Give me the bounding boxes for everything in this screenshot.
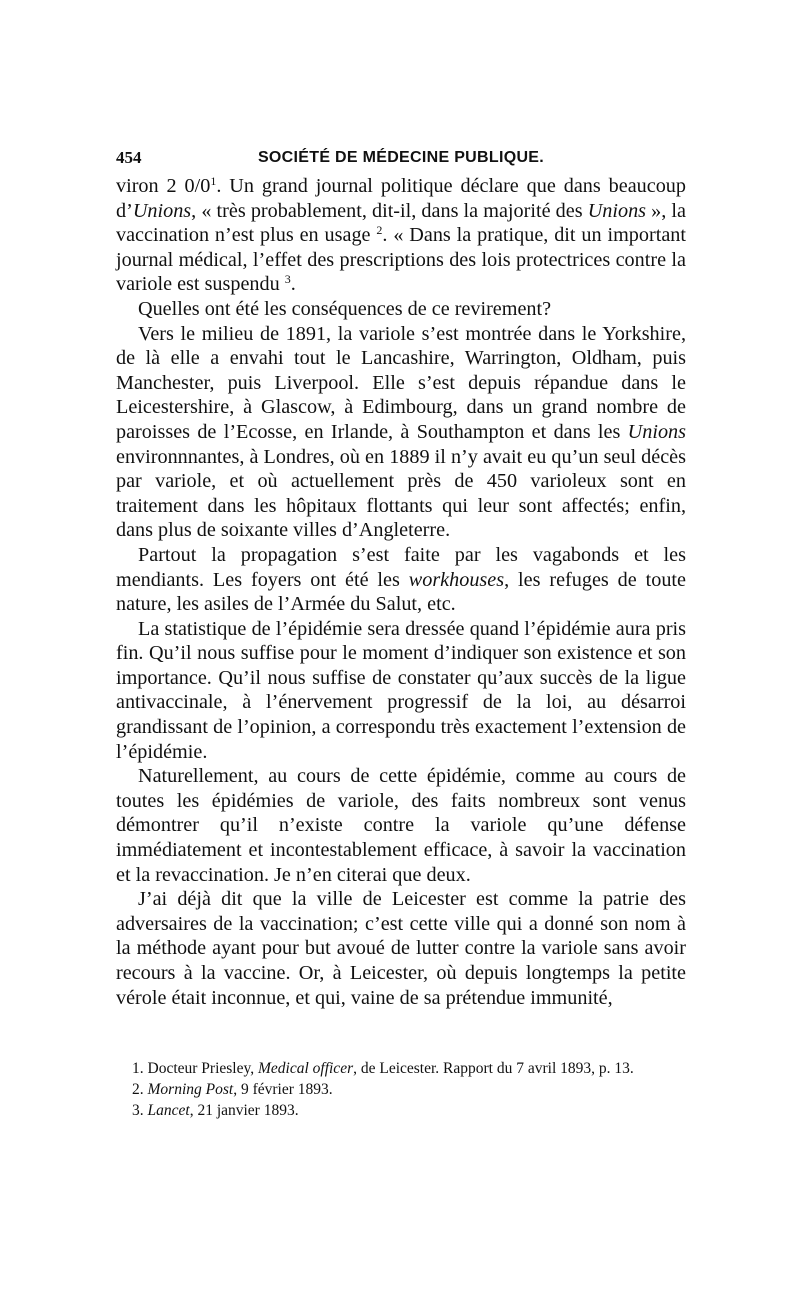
italic-text: Medical officer [257,1060,354,1077]
text-run: Naturellement, au cours de cette épidémie, comme au cours de toutes les épidémies de variole, des faits nombreux sont venus démontrer qu’il n’existe contre la variole qu’une défense immédiatement et incontestablement efficace, à savoir la vaccination et la revaccination. Je n’en citerai que deux. [116,765,686,886]
italic-text: workhouses [408,568,505,591]
text-run: , de Leicester. Rapport du 7 avril 1893, p. 13. [353,1060,634,1077]
text-run: Partout la propagation s’est faite par les vagabonds et les mendiants. Les foyers ont été les [116,543,686,591]
italic-text: Unions [587,199,647,222]
text-run: environnnantes, à Londres, où en 1889 il n’y avait eu qu’un seul décès par variole, et où actuellement près de 450 varioleux sont en traitement dans les hôpitaux flottants qui leur sont affectés; enfin, dans plus de soixante villes d’Angleterre. [116,445,686,542]
paragraph [116,543,686,617]
footnote-ref: 3 [284,272,291,287]
text-run: viron 2 0/0 [116,175,211,197]
text-run: , « très probablement, dit-il, dans la majorité des [191,199,588,222]
footnote [116,1100,686,1121]
paragraph [116,764,686,887]
text-run: La statistique de l’épidémie sera dressée quand l’épidémie aura pris fin. Qu’il nous suffise pour le moment d’indiquer son existence et son importance. Qu’il nous suffise de constater qu’aux succès de la ligue antivaccinale, à l’énervement progressif de la loi, au désarroi grandissant de l’opinion, a correspondu très exactement l’extension de l’épidémie. [116,617,686,763]
footnote-ref: 1 [210,174,217,188]
text-run: 1. Docteur Priesley, [132,1060,258,1077]
paragraph [116,887,686,1010]
italic-text: Unions [627,420,686,443]
text-run: Vers le milieu de 1891, la variole s’est montrée dans le Yorkshire, de là elle a envahi tout le Lancashire, Warrington, Oldham, puis Manchester, puis Liverpool. Elle s’est depuis répandue dans le Leicestershire, à Glascow, à Edimbourg, dans un grand nombre de paroisses de l’Ecosse, en Irlande, à Southampton et dans les [116,322,686,443]
text-run: J’ai déjà dit que la ville de Leicester est comme la patrie des adversaires de la vaccination; c’est cette ville qui a donné son nom à la méthode ayant pour but avoué de lutter contre la variole sans avoir recours à la vaccine. Or, à Leicester, où depuis longtemps la petite vérole était inconnue, et qui, vaine de sa prétendue immunité, [116,888,686,1009]
text-run: , 21 janvier 1893. [189,1102,299,1119]
text-run: », la vaccination n’est plus en usage [116,199,686,247]
text-run: . Un grand journal politique déclare que dans beaucoup d’ [116,175,686,222]
paragraph [116,617,686,765]
footnote [116,1058,686,1079]
paragraph [116,297,686,322]
footnote-ref: 2 [376,223,383,238]
paragraph [116,322,686,543]
footnote [116,1079,686,1100]
italic-text: Lancet [147,1102,190,1119]
text-run: . [290,273,296,296]
running-head [116,146,686,170]
text-run: 3. [132,1102,148,1119]
body-text [116,174,686,1010]
footnotes [116,1058,686,1121]
header-title: SOCIÉTÉ DE MÉDECINE PUBLIQUE. [257,149,545,166]
italic-text: Unions [132,199,192,222]
text-run: Quelles ont été les conséquences de ce revirement? [138,297,552,320]
italic-text: Morning Post [147,1081,234,1098]
text-run: , les refuges de toute nature, les asiles de l’Armée du Salut, etc. [116,568,686,616]
page-number: 454 [116,148,142,167]
text-run: . « Dans la pratique, dit un important journal médical, l’effet des prescriptions des lois protectrices contre la variole est suspendu [116,224,686,296]
text-run: , 9 février 1893. [233,1081,333,1098]
paragraph [116,174,686,297]
text-run: 2. [132,1081,148,1098]
